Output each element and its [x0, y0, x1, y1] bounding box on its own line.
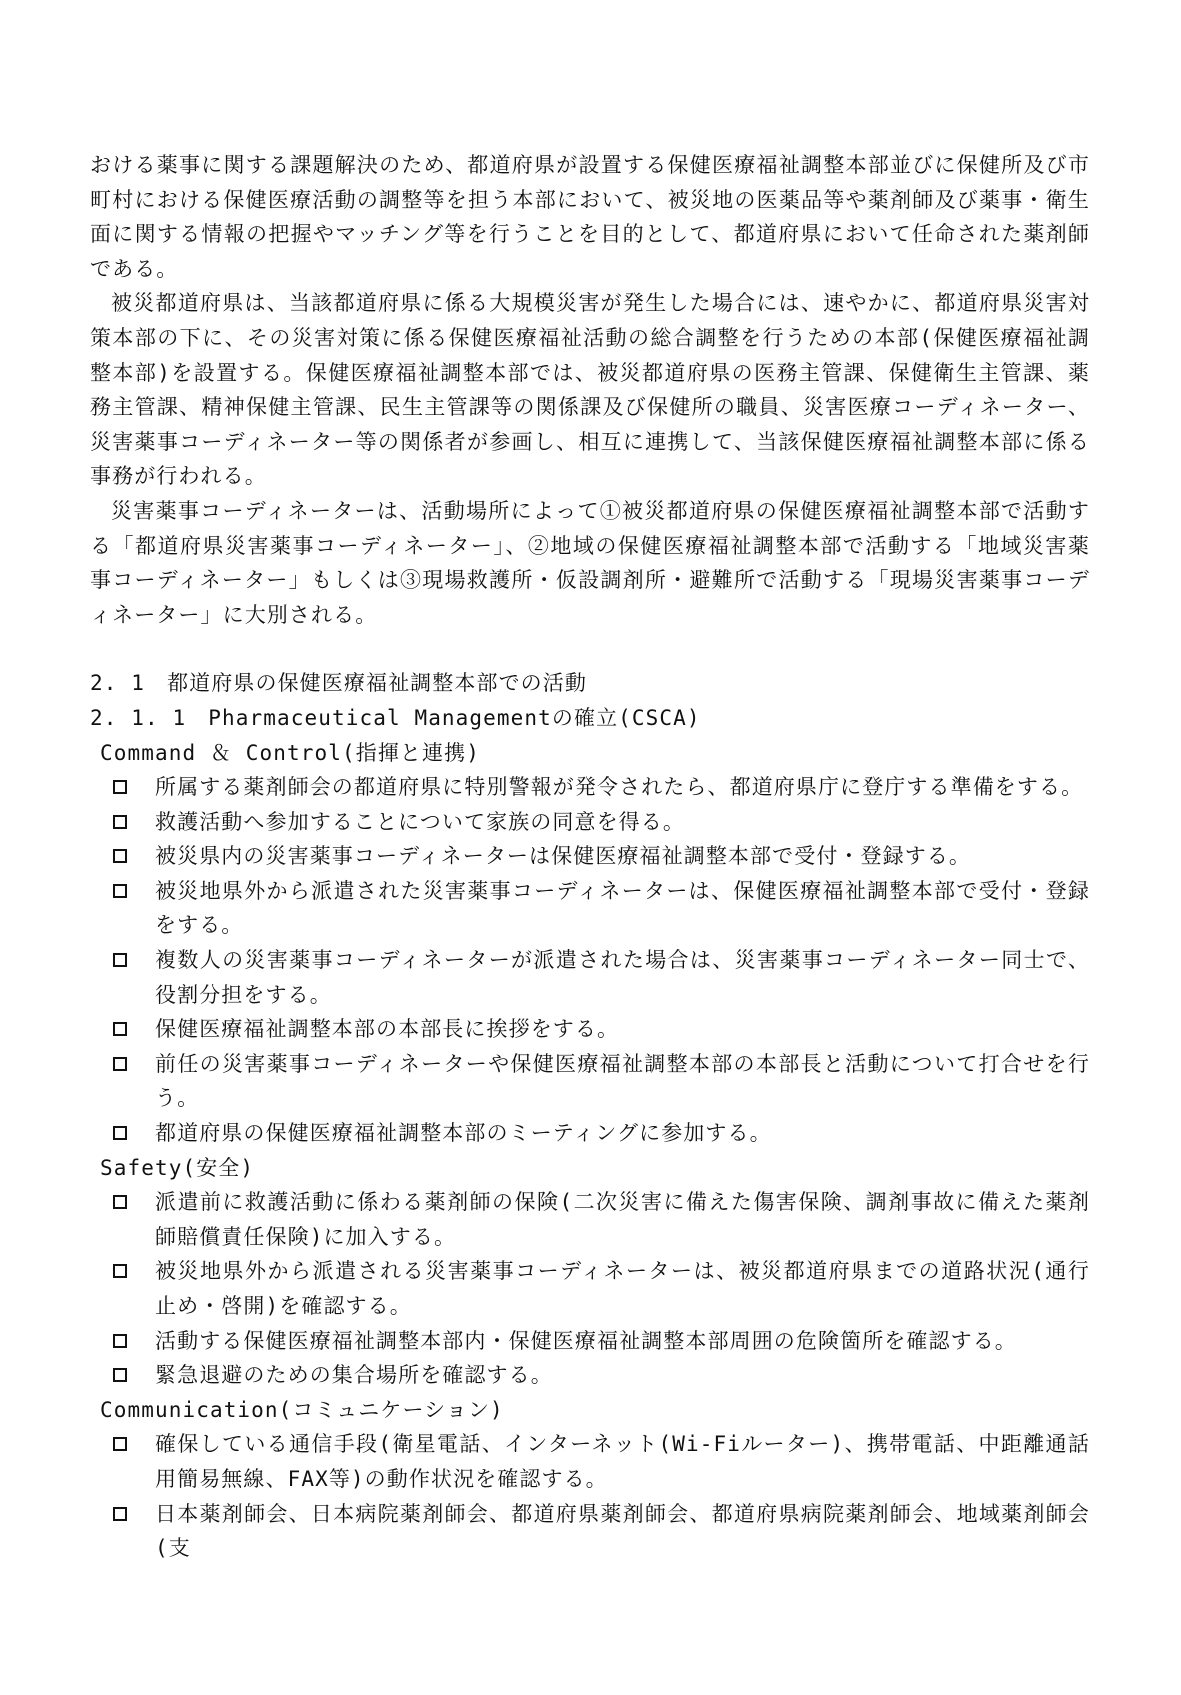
checklist-item-text: 前任の災害薬事コーディネーターや保健医療福祉調整本部の本部長と活動について打合せを行う。 — [155, 1051, 1090, 1111]
checklist-item-text: 被災地県外から派遣された災害薬事コーディネーターは、保健医療福祉調整本部で受付・登録をする。 — [155, 878, 1090, 938]
checkbox-icon[interactable] — [113, 953, 127, 967]
checkbox-icon[interactable] — [113, 1334, 127, 1348]
checkbox-icon[interactable] — [113, 1057, 127, 1071]
checklist-item — [90, 1254, 1090, 1323]
checkbox-icon[interactable] — [113, 780, 127, 794]
checklist-item-text: 所属する薬剤師会の都道府県に特別警報が発令されたら、都道府県庁に登庁する準備をする。 — [155, 775, 1084, 800]
checklist-item — [90, 1497, 1090, 1566]
checklist-item — [90, 805, 1090, 840]
spacer — [90, 632, 1090, 666]
paragraph-headquarters: 被災都道府県は、当該都道府県に係る大規模災害が発生した場合には、速やかに、都道府県災害対策本部の下に、その災害対策に係る保健医療福祉活動の総合調整を行うための本部(保健医療福祉調整本部)を設置する。保健医療福祉調整本部では、被災都道府県の医務主管課、保健衛生主管課、薬務主管課、精神保健主管課、民生主管課等の関係課及び保健所の職員、災害医療コーディネーター、災害薬事コーディネーター等の関係者が参画し、相互に連携して、当該保健医療福祉調整本部に係る事務が行われる。 — [90, 291, 1090, 489]
section-heading: 2. 1 都道府県の保健医療福祉調整本部での活動 — [90, 671, 587, 696]
checklist-item — [90, 943, 1090, 1012]
checklist-item — [90, 1324, 1090, 1359]
checklist-item-text: 都道府県の保健医療福祉調整本部のミーティングに参加する。 — [155, 1121, 772, 1146]
communication-checklist — [90, 1427, 1090, 1565]
checklist-item-text: 確保している通信手段(衛星電話、インターネット(Wi-Fiルーター)、携帯電話、中距離通話用簡易無線、FAX等)の動作状況を確認する。 — [155, 1432, 1090, 1491]
checklist-item-text: 緊急退避のための集合場所を確認する。 — [155, 1363, 553, 1388]
subsection-heading: 2. 1. 1 Pharmaceutical Managementの確立(CSCA) — [90, 705, 701, 730]
checklist-item — [90, 839, 1090, 874]
checklist-item-text: 活動する保健医療福祉調整本部内・保健医療福祉調整本部周囲の危険箇所を確認する。 — [155, 1328, 1017, 1353]
checkbox-icon[interactable] — [113, 1126, 127, 1140]
checkbox-icon[interactable] — [113, 849, 127, 863]
paragraph-continuation: おける薬事に関する課題解決のため、都道府県が設置する保健医療福祉調整本部並びに保健所及び市町村における保健医療活動の調整等を担う本部において、被災地の医薬品等や薬剤師及び薬事・衛生面に関する情報の把握やマッチング等を行うことを目的として、都道府県において任命された薬剤師である。 — [90, 153, 1090, 281]
communication-title: Communication(コミュニケーション) — [100, 1397, 504, 1422]
checklist-item-text: 保健医療福祉調整本部の本部長に挨拶をする。 — [155, 1017, 620, 1042]
checklist-item — [90, 770, 1090, 805]
checkbox-icon[interactable] — [113, 1368, 127, 1382]
checklist-item — [90, 874, 1090, 943]
checklist-item — [90, 1012, 1090, 1047]
checklist-item — [90, 1358, 1090, 1393]
safety-checklist — [90, 1185, 1090, 1393]
safety-title: Safety(安全) — [100, 1155, 255, 1180]
checklist-item — [90, 1116, 1090, 1151]
checklist-item — [90, 1047, 1090, 1116]
checklist-item-text: 被災地県外から派遣される災害薬事コーディネーターは、被災都道府県までの道路状況(通行止め・啓開)を確認する。 — [155, 1259, 1090, 1318]
paragraph-coordinator-types: 災害薬事コーディネーターは、活動場所によって①被災都道府県の保健医療福祉調整本部で活動する「都道府県災害薬事コーディネーター」、②地域の保健医療福祉調整本部で活動する「地域災害薬事コーディネーター」もしくは③現場救護所・仮設調剤所・避難所で活動する「現場災害薬事コーディネーター」に大別される。 — [90, 498, 1090, 627]
checkbox-icon[interactable] — [113, 1022, 127, 1036]
checklist-item-text: 救護活動へ参加することについて家族の同意を得る。 — [155, 809, 685, 834]
checkbox-icon[interactable] — [113, 884, 127, 898]
command-control-title: Command ＆ Control(指揮と連携) — [100, 740, 480, 765]
checklist-item — [90, 1185, 1090, 1254]
checkbox-icon[interactable] — [113, 1264, 127, 1278]
checkbox-icon[interactable] — [113, 815, 127, 829]
checklist-item-text: 複数人の災害薬事コーディネーターが派遣された場合は、災害薬事コーディネーター同士で、役割分担をする。 — [155, 948, 1090, 1007]
checkbox-icon[interactable] — [113, 1507, 127, 1521]
checklist-item — [90, 1427, 1090, 1496]
checkbox-icon[interactable] — [113, 1437, 127, 1451]
document-body — [90, 148, 1090, 1566]
command-control-checklist — [90, 770, 1090, 1151]
checklist-item-text: 派遣前に救護活動に係わる薬剤師の保険(二次災害に備えた傷害保険、調剤事故に備えた薬剤師賠償責任保険)に加入する。 — [155, 1190, 1090, 1249]
checklist-item-text: 被災県内の災害薬事コーディネーターは保健医療福祉調整本部で受付・登録する。 — [155, 844, 972, 869]
checklist-item-text: 日本薬剤師会、日本病院薬剤師会、都道府県薬剤師会、都道府県病院薬剤師会、地域薬剤師会(支 — [155, 1501, 1090, 1561]
checkbox-icon[interactable] — [113, 1195, 127, 1209]
